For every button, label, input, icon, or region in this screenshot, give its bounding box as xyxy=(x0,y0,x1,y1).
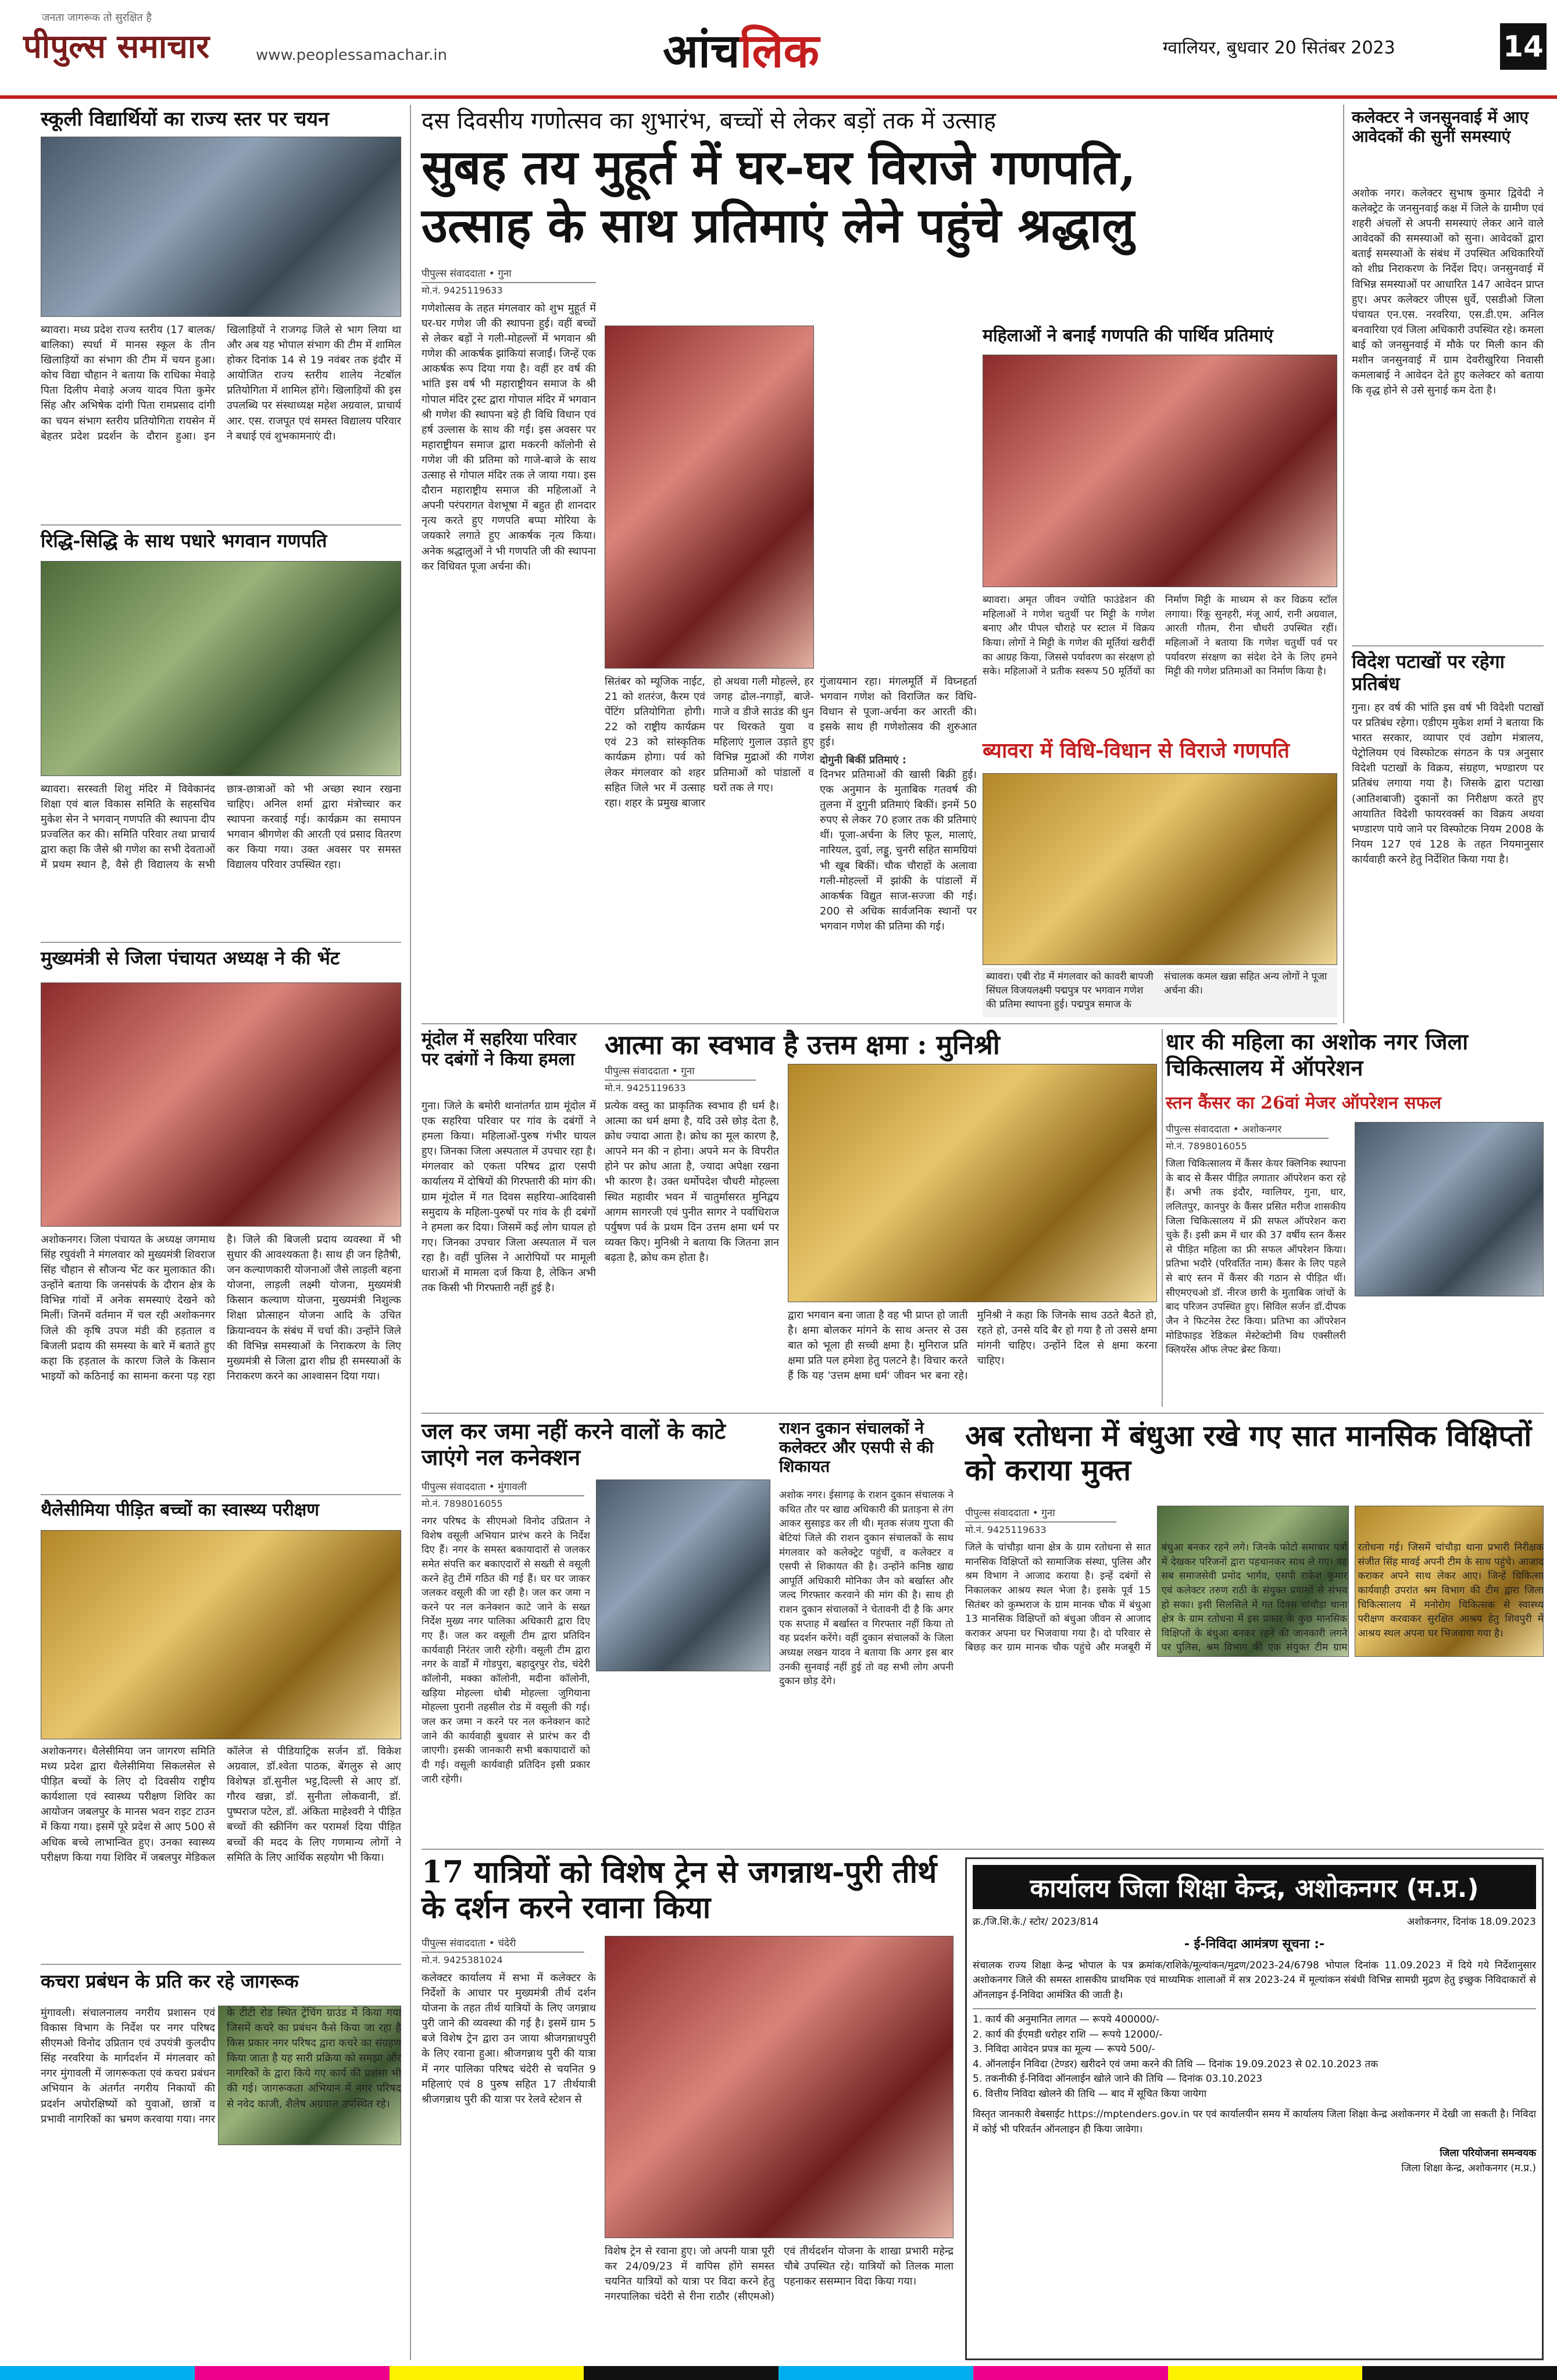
website-url[interactable]: www.peoplessamachar.in xyxy=(256,47,448,64)
section-name-b: लिक xyxy=(740,23,819,78)
s7-headline: ब्यावरा में विधि-विधान से विराजे गणपति xyxy=(983,738,1290,763)
tender-ref: क्र./जि.शि.के./ स्टोर/ 2023/814 xyxy=(973,1916,1099,1928)
r2-body: गुना। हर वर्ष की भांति इस वर्ष भी विदेशी पटाखों पर प्रतिबंध रहेगा। एडीएम मुकेश शर्मा ने बताया कि भारत सरकार, व्यापार एवं उद्योग मंत्रालय, पेट्रोलियम एवं विस्फोटक संगठन के पत्र अनुसार विदेशी पटाखों के विक्रय, संग्रहण, भण्डारण पर प्रतिबंध लगाया गया है। जिसके द्वारा पटाखा (आतिशबाजी) दुकानों का निरीक्षण करते हुए आयातित विदेशी फायरवर्क्स का विक्रय अथवा भण्डारण पाये जाने पर विस्फोटक नियम 2008 के नियम 127 एवं 128 के तहत नियमानुसार कार्यवाही करने हेतु निर्देशित किया गया है। xyxy=(1352,702,1544,866)
s4-body: अशोकनगर। थैलेसीमिया जन जागरण समिति मध्य प्रदेश द्वारा थैलेसीमिया सिकलसेल से पीड़ित बच्चों के लिए दो दिवसीय राष्ट्रीय कार्यशाला एवं स्वास्थ्य परीक्षण शिविर का आयोजन जबलपुर के मानस भवन राइट टाउन में किया गया। इसमें पूरे प्रदेश से आए 500 से अधिक बच्चे लाभान्वित हुए। उनका स्वास्थ्य परीक्षण किया गया शिविर में जबलपुर मेडिकल कॉलेज से पीडियाट्रिक सर्जन डॉ. विकेश अग्रवाल, डॉ.श्वेता पाठक, बेंगलुरु से आए विशेषज्ञ डॉ.सुनील भट्ट,दिल्ली से आए डॉ. गौरव खन्ना, डॉ. सुनीता लोकवानी, डॉ. पुष्पराज पटेल, डॉ. अंकिता माहेश्वरी ने पीड़ित बच्चों की स्क्रीनिंग कर परामर्श दिया पीड़ित बच्चों की मदद के लिए गणमान्य लोगों ने समिति के लिए आर्थिक सहयोग भी किया। xyxy=(41,1745,401,1864)
s2-body: ब्यावरा। सरस्वती शिशु मंदिर में विवेकानंद शिक्षा एवं बाल विकास समिति के सहसचिव मुकेश सेन ने भगवान् गणपति की स्थापना दीप प्रज्वलित कर की। समिति परिवार तथा प्राचार्य द्वारा कहा कि जैसे श्री गणेश का सभी देवताओं में प्रथम स्थान है, वैसे ही विद्यालय के सभी छात्र-छात्राओं को भी अच्छा स्थान रखना चाहिए। अनिल शर्मा द्वारा मंत्रोच्चार कर स्थापना करवाई गई। कार्यक्रम का समापन भगवान श्रीगणेश की आरती एवं प्रसाद वितरण कर किया गया। उक्त अवसर पर समस्त विद्यालय परिवार उपस्थित रहा। xyxy=(41,783,401,871)
column-rule xyxy=(1162,1029,1163,1407)
water-tax-photo xyxy=(596,1480,770,1671)
page-number: 14 xyxy=(1500,23,1547,70)
s4-headline: थैलेसीमिया पीड़ित बच्चों का स्वास्थ्य परीक्षण xyxy=(41,1500,319,1520)
s3-body: अशोकनगर। जिला पंचायत के अध्यक्ष जगमाथ सिंह रघुवंशी ने मंगलवार को मुख्यमंत्री शिवराज सिंह चौहान से सौजन्य भेंट कर मुलाकात की। उन्होंने बताया कि जनसंपर्क के दौरान क्षेत्र के विभिन्न गांवों में अनेक समस्याएं देखने को मिलीं। जिनमें वर्तमान में चल रही अशोकनगर जिले की कृषि उपज मंडी की हड़ताल व बिजली प्रदाय की समस्या के बारे में बताते हुए कहा कि हड़ताल के कारण जिले के किसान भाइयों को कठिनाई का सामना करना पड़ रहा है। जिले की बिजली प्रदाय व्यवस्था में भी सुधार की आवश्यकता है। साथ ही जन हितैषी, जन कल्याणकारी योजनाओं जैसे लाड़ली बहना योजना, लाड़ली लक्ष्मी योजना, मुख्यमंत्री किसान कल्याण योजना, मुख्यमंत्री निशुल्क शिक्षा प्रोत्साहन योजना आदि के उचित क्रियान्वयन के संबंध में चर्चा की। उन्होंने जिले की विभिन्न समस्याओं के निराकरण के लिए मुख्यमंत्री से जिला द्वारा शीघ्र ही समस्याओं के निराकरण करने का आश्वासन दिया गया। xyxy=(41,1234,401,1382)
women-idols-photo xyxy=(983,355,1337,587)
logo-tagline: जनता जागरूक तो सुरक्षित है xyxy=(42,12,152,24)
jain-gathering-photo xyxy=(788,1064,1157,1302)
r1-body: अशोक नगर। कलेक्टर सुभाष कुमार द्विवेदी ने कलेक्ट्रेट के जनसुनवाई कक्ष में जिले के ग्रामीण एवं शहरी अंचलों से अपनी समस्याएं लेकर आने वाले आवेदकों की समस्याओं को सुना। आवेदकों द्वारा बताई समस्याओं के संबंध में उपस्थित अधिकारियों को शीघ्र निराकरण के निर्देश दिए। जनसुनवाई में विभिन्न समस्याओं पर आधारित 147 आवेदन प्राप्त हुए। अपर कलेक्टर जीएस धुर्वे, एसडीओ जिला पंचायत एन.एस. नरवरिया, एस.डी.एम. अनिल बनवारिया एवं जिला अधिकारी उपस्थित रहे। कमला बाई को जनसुनवाई में मौके पर मिली कान की मशीन जनसुनवाई में ग्राम देवरीखुरिया निवासी कमलाबाई ने आवेदन देते हुए कलेक्टर को बताया कि वृद्ध होने से उसे सुनाई कम देता है। xyxy=(1352,187,1544,397)
divider xyxy=(422,1413,1544,1414)
s13-byline: पीपुल्स संवाददाता • गुना xyxy=(965,1506,1116,1523)
lead-byline: पीपुल्स संवाददाता • गुना xyxy=(422,266,596,283)
divider xyxy=(41,524,401,526)
tender-signature-1: जिला परियोजना समन्वयक xyxy=(1440,2147,1536,2159)
s9-body: गुना। जिले के बमोरी थानांतर्गत ग्राम मूंदोल में एक सहरिया परिवार पर गांव के दबंगों ने हमला किया। महिलाओं-पुरुष गंभीर घायल हुए। जिनका जिला अस्पताल में उपचार रहा है। मंगलवार को एकता परिषद द्वारा एसपी कार्यालय में दोषियों की गिरफ्तारी की मांग की। ग्राम मूंदोल में गत दिवस सहरिया-आदिवासी समुदाय के महिला-पुरुषों पर गांव के ही दबंगों ने हमला कर दिया। जिसमें कई लोग घायल हो गए। जिनका उपचार जिला अस्पताल में चल रहा है। वहीं पुलिस ने आरोपियों पर मामूली धाराओं में मामला दर्ज किया है, लेकिन अभी तक किसी भी गिरफ्तारी नहीं हुई है। xyxy=(422,1100,596,1295)
lead-headline-2: उत्साह के साथ प्रतिमाएं लेने पहुंचे श्रद्धालु xyxy=(422,198,1134,253)
lead-mobile: मो.नं. 9425119633 xyxy=(422,285,503,296)
s5-headline: कचरा प्रबंधन के प्रति कर रहे जागरूक xyxy=(41,1970,299,1992)
s6-headline: महिलाओं ने बनाईं गणपति की पार्थिव प्रतिमाएं xyxy=(983,326,1273,346)
s9-headline: मूंदोल में सहरिया परिवार पर दबंगों ने किया हमला xyxy=(422,1029,577,1070)
tender-footer: विस्तृत जानकारी वेबसाईट https://mptenders.gov.in पर एवं कार्यालयीन समय में कार्यालय जिला शिक्षा केन्द्र अशोकनगर में देखी जा सकती है। निविदा में कोई भी परिवर्तन ऑनलाइन ही किया जावेगा। xyxy=(973,2109,1536,2135)
s10-headline: धार की महिला का अशोक नगर जिला चिकित्सालय में ऑपरेशन xyxy=(1166,1028,1469,1081)
s3-headline: मुख्यमंत्री से जिला पंचायत अध्यक्ष ने की भेंट xyxy=(41,947,340,969)
tender-row: 5. तकनीकी ई-निविदा ऑनलाईन खोले जाने की तिथि — दिनांक 03.10.2023 xyxy=(973,2073,1263,2085)
s11-body-cont xyxy=(596,1677,770,1840)
s14-byline: पीपुल्स संवाददाता • चंदेरी xyxy=(422,1936,584,1953)
s2-headline: रिद्धि-सिद्धि के साथ पधारे भगवान गणपति xyxy=(41,530,327,552)
s12-body: अशोक नगर। ईसागढ़ के राशन दुकान संचालक ने कथित तौर पर खाद्य अधिकारी की प्रताड़ना से तंग आकर सुसाइड कर ली थी। मृतक संजय गुप्ता की बेटियां जिले की राशन दुकान संचालकों के साथ मंगलवार को कलेक्ट्रेट पहुंचीं, व कलेक्टर व एसपी से शिकायत की है। उन्होंने कनिष्ठ खाद्य आपूर्ति अधिकारी मोनिका जैन को बर्खास्त और जल्द गिरफ्तार करवाने की मांग की है। साथ ही राशन दुकान संचालकों ने चेतावनी दी है कि अगर एक सप्ताह में बर्खास्त व गिरफ्तार नहीं किया तो वह प्रदर्शन करेंगे। वहीं दुकान संचालकों के जिला अध्यक्ष लखन यादव ने बताया कि अगर इस बार उनकी सुनवाई नहीं हुई तो वह सभी लोग अपनी दुकान छोड़ देंगे। xyxy=(779,1489,954,1688)
section-name-a: आंच xyxy=(663,23,740,78)
s13-headline: अब रतोधना में बंधुआ रखे गए सात मानसिक विक्षिप्तों को कराया मुक्त xyxy=(965,1418,1532,1487)
lead-body-b: सितंबर को म्यूजिक नाईट, 21 को शतरंज, कैरम एवं पेंटिंग प्रतियोगिता होगी। 22 को राष्ट्रीय कार्यक्रम एवं 23 को सांस्कृतिक कार्यक्रम होगा। पर्व को लेकर मंगलवार को शहर सहित जिले भर में उत्साह रहा। शहर के प्रमुख बाजार हो अथवा गली मोहल्ले, हर जगह ढोल-नगाड़ों, बाजे-गाजे व डीजे साउंड की धुन पर थिरकते युवा व महिलाएं गुलाल उड़ाते हुए विभिन्न मुद्राओं की गणेश प्रतिमाओं को पांडालों व घरों तक ले गए। xyxy=(605,676,814,809)
s5-body: मुंगावली। संचालनालय नगरीय प्रशासन एवं विकास विभाग के निर्देश पर नगर परिषद सीएमओ विनोद उप्रितान एवं उपयंत्री कुलदीप सिंह नरवरिया के मार्गदर्शन में मंगलवार को नगर मुंगावली में जागरूकता एवं कचरा प्रबंधन अभियान के अंतर्गत नगरीय निकायों की प्रदर्शन अपोरक्षिष्यों को युवाओं, छात्रों व प्रभावी नागरिकों का भ्रमण करवाया गया। नगर के टीटी रोड स्थित ट्रेंचिंग ग्राउंड में किया गया जिसमें कचरे का प्रबंधन कैसे किया जा रहा है किस प्रकार नगर परिषद द्वारा कचरे का संग्रहण किया जाता है यह सारी प्रक्रिया को समझा और नागरिकों के द्वारा किये गए कार्य की प्रशंसा भी की गई। जागरूकता अभियान में नगर परिषद से नवेद काजी, शैलेष अग्रवाल उपस्थित रहे। xyxy=(41,2007,401,2125)
r2-headline: विदेश पटाखों पर रहेगा प्रतिबंध xyxy=(1352,651,1505,695)
column-rule xyxy=(410,105,411,2360)
s8-body: प्रत्येक वस्तु का प्राकृतिक स्वभाव ही धर्म है। आत्मा का धर्म क्षमा है, यदि उसे छोड़ देता है, क्रोध ज्यादा आता है। क्रोध का मूल कारण है, आपने मन की न होना। अपने मन के विपरीत होने पर क्रोध आता है, ज्यादा अपेक्षा रखना भी कारण है। उक्त धर्मोपदेश चौधरी मोहल्ला स्थित महावीर भवन में चातुर्मासरत मुनिद्वय आगम सागरजी एवं पुनीत सागर ने पर्वाधिराज पर्युषण पर्व के प्रथम दिन उत्तम क्षमा धर्म पर व्यक्त किए। मुनिश्री ने बताया कि जितना ज्ञान बढ़ता है, क्रोध कम होता है। xyxy=(605,1100,779,1264)
s11-headline: जल कर जमा नहीं करने वालों के काटे जाएंगे नल कनेक्शन xyxy=(422,1418,726,1470)
tender-date: अशोकनगर, दिनांक 18.09.2023 xyxy=(1407,1916,1536,1928)
lead-headline-1: सुबह तय मुहूर्त में घर-घर विराजे गणपति, xyxy=(422,140,1136,195)
s11-byline: पीपुल्स संवाददाता • मुंगावली xyxy=(422,1480,584,1496)
r1-headline: कलेक्टर ने जनसुनवाई में आए आवेदकों की सुनीं समस्याएं xyxy=(1352,108,1529,146)
s6-body: ब्यावरा। अमृत जीवन ज्योति फाउंडेशन की महिलाओं ने गणेश चतुर्थी पर मिट्टी के गणेश बनाए और पीपल चौराहे पर स्टाल में विक्रय किया। लोगों ने मिट्टी के गणेश की मूर्तियां खरीदीं का आग्रह किया, जिससे पर्यावरण का संरक्षण हो सके। महिलाओं ने प्रतीक स्वरूप 50 मूर्तियों का निर्माण मिट्टी के माध्यम से कर विक्रय स्टॉल लगाया। रिंकू सुनहरी, मंजू आर्य, रानी अग्रवाल, आरती गौतम, रीना चौधरी उपस्थित रहीं। महिलाओं ने बताया कि गणेश चतुर्थी पर्व पर पर्यावरण संरक्षण का संदेश देने के लिए हमने मिट्टी की गणेश प्रतिमाओं का निर्माण किया है। xyxy=(983,594,1337,678)
divider xyxy=(1352,645,1544,646)
tender-row: 6. वित्तीय निविदा खोलने की तिथि — बाद में सूचित किया जायेगा xyxy=(973,2088,1206,2100)
s11-mobile: मो.नं. 7898016055 xyxy=(422,1498,503,1509)
tender-row: 2. कार्य की ईएमडी धरोहर राशि — रूपये 12000/- xyxy=(973,2028,1163,2040)
divider xyxy=(41,1494,401,1495)
tender-notice xyxy=(965,1857,1544,2360)
pilgrims-photo xyxy=(605,1936,954,2238)
tender-row: 3. निविदा आवेदन प्रपत्र का मूल्य — रूपये 500/- xyxy=(973,2043,1155,2055)
s13-body: जिले के चांचौड़ा थाना क्षेत्र के ग्राम रतोधना से सात मानसिक विक्षिप्तों को सामाजिक संस्था, पुलिस और श्रम विभाग ने आजाद कराया है। इन्हें दबंगों से निकालकर आश्रय स्थल भेजा है। इसके पूर्व 15 सितंबर को कुम्भराज के ग्राम मानक चौक में बंधुआ 13 मानसिक विक्षिप्तों को बंधुआ जीवन से आजाद कराकर अपना घर भिजवाया गया है। दो परिवार से बिछड़ कर ग्राम मानक चौक पहुंचे और मजबूरी में बंधुआ बनकर रहने लगे। जिनके फोटो समाचार पत्रों में देखकर परिजनों द्वारा पहचानकर साथ ले गए। वह सब समाजसेवी प्रमोद भार्गव, एसपी राकेश कुमार एवं कलेक्टर तरुण राठी के संयुक्त प्रयासों से संभव हो सका। इसी सिलसिले में गत दिवस चांचौड़ा थाना क्षेत्र के ग्राम रतोधना में इस प्रकार के कुछ मानसिक विक्षिप्तों के बंधुआ बनकर रहने की जानकारी लगने पर पुलिस, श्रम विभाग की एक संयुक्त टीम ग्राम रतोधना गई। जिसमें चांचौड़ा थाना प्रभारी निरीक्षक संजीत सिंह मावई अपनी टीम के साथ पहुंचे। आजाद कराकर अपने साथ लेकर आए। जिन्हें चिकित्सा कार्यवाही उपरांत श्रम विभाग की टीम द्वारा जिला चिकित्सालय में मनोरोग चिकित्सक से स्वास्थ्य परीक्षण करवाकर सुरक्षित आश्रय हेतु शिवपुरी में आश्रय स्थल अपना घर भिजवाया गया है। xyxy=(965,1542,1544,1654)
thalassemia-camp-photo xyxy=(41,1530,401,1739)
tender-row: 1. कार्य की अनुमानित लागत — रूपये 400000/- xyxy=(973,2014,1160,2025)
lead-body-c: गुंजायमान रहा। मंगलमूर्ति में विघ्नहर्ता भगवान गणेश को विराजित कर विधि-विधान से पूजा-अर्चना कर आरती की। इसके साथ ही गणेशोत्सव की शुरुआत हुई। xyxy=(820,676,977,749)
operation-theatre-photo xyxy=(1355,1122,1544,1296)
s14-caption: विशेष ट्रेन से रवाना हुए। जो अपनी यात्रा पूरी कर 24/09/23 में वापिस होंगे समस्त चयनित यात्रियों को यात्रा पर विदा करने हेतु नगरपालिका चंदेरी से रीना राठौर (सीएमओ) एवं तीर्थदर्शन योजना के शाखा प्रभारी महेन्द्र चौबे उपस्थित रहे। यात्रियों को तिलक माला पहनाकर ससम्मान विदा किया गया। xyxy=(605,2245,954,2303)
ganpati-stage-photo xyxy=(983,773,1337,965)
ganesh-idol-procession-photo xyxy=(605,326,814,669)
s8-mobile: मो.नं. 9425119633 xyxy=(605,1082,686,1093)
lead-kicker: दस दिवसीय गणोत्सव का शुभारंभ, बच्चों से लेकर बड़ों तक में उत्साह xyxy=(422,108,997,134)
s8-body-2: द्वारा भगवान बना जाता है वह भी प्राप्त हो जाती है। क्षमा बोलकर मांगने के साथ अन्तर से उस बात को भूला ही सच्ची क्षमा है। मुनिराज प्रति क्षमा प्रति पल हमेशा हेतु पलटने है। विचार करते हैं कि यह 'उत्तम क्षमा धर्म' जीवन भर बना रहे। मुनिश्री ने कहा कि जिनके साथ उठते बैठते हो, रहते हो, उनसे यदि बैर हो गया है तो उससे क्षमा मांगनी चाहिए। उन्होंने दिल से क्षमा करना चाहिए। xyxy=(788,1309,1157,1382)
print-color-bar xyxy=(0,2366,1557,2380)
divider xyxy=(422,1849,1544,1850)
cm-meeting-photo xyxy=(41,982,401,1227)
divider xyxy=(41,942,401,943)
s11-body: नगर परिषद के सीएमओ विनोद उप्रितान ने विशेष वसूली अभियान प्रारंभ करने के निर्देश दिए हैं। नगर के समस्त बकायादारों से जलकर समेत संपत्ति कर बकाएदारों से सख्ती से वसूली करने हेतु टीमें गठित की गई हैं। घर घर जाकर जलकर वसूली की जा रही है। जल कर जमा न करने पर नल कनेक्शन काटे जाने के सख्त निर्देश मुख्य नगर पालिका अधिकारी द्वारा दिए गए हैं। जल कर वसूली टीम द्वारा प्रतिदिन कार्यवाही निरंतर जारी रहेगी। वसूली टीम द्वारा नगर के वार्डों में गोडपुरा, बहादुरपुर रोड, चंदेरी कॉलोनी, मक्का कॉलोनी, मदीना कॉलोनी, खड़िया मोहल्ला धोबी मोहल्ला जुगियाना मोहल्ला पुरानी तहसील रोड में वसूली की गई। जल कर जमा न करने पर नल कनेक्शन काटे जाने की कार्यवाही बुधवार से प्रारंभ कर दी जाएगी। इसकी जानकारी सभी बकायादारों को दी गई। वसूली कार्यवाही प्रतिदिन इसी प्रकार जारी रहेगी। xyxy=(422,1516,590,1785)
ganpati-school-photo xyxy=(41,561,401,776)
s14-body: कलेक्टर कार्यालय में सभा में कलेक्टर के निर्देशों के आधार पर मुख्यमंत्री तीर्थ दर्शन योजना के तहत तीर्थ यात्रियों के लिए जगन्नाथ पुरी जाने की व्यवस्था की गई है। इसमें ग्राम 5 बजे विशेष ट्रेन द्वारा उन जाया श्रीजगन्नाथपुरी के लिए रवाना हुआ। श्रीजगन्नाथ पुरी की यात्रा में नगर पालिका परिषद चंदेरी से चयनित 9 महिलाएं एवं 8 पुरुष सहित 17 तीर्थयात्री श्रीजगन्नाथ पुरी की यात्रा पर रेलवे स्टेशन से xyxy=(422,1972,596,2106)
s10-deck: स्तन कैंसर का 26वां मेजर ऑपरेशन सफल xyxy=(1166,1093,1441,1113)
s14-headline: 17 यात्रियों को विशेष ट्रेन से जगन्नाथ-पुरी तीर्थ के दर्शन करने रवाना किया xyxy=(422,1854,937,1926)
s14-mobile: मो.नं. 9425381024 xyxy=(422,1954,503,1966)
s10-mobile: मो.नं. 7898016055 xyxy=(1166,1141,1247,1152)
s8-headline: आत्मा का स्वभाव है उत्तम क्षमा : मुनिश्री xyxy=(605,1029,1000,1060)
dateline: ग्वालियर, बुधवार 20 सितंबर 2023 xyxy=(1163,38,1395,58)
divider xyxy=(41,1964,401,1965)
s12-headline: राशन दुकान संचालकों ने कलेक्टर और एसपी से की शिकायत xyxy=(779,1418,934,1477)
s1-body: ब्यावरा। मध्य प्रदेश राज्य स्तरीय (17 बालक/बालिका) स्पर्धा में मानस स्कूल के तीन खिलाड़ियों का संभाग की टीम में चयन हुआ। कोच विद्या चौहान ने बताया कि राधिका मेवाड़े पिता दिलीप मेवाड़े अजय यादव पिता कुमेर सिंह और अभिषेक दांगी पिता रामप्रसाद दांगी का चयन संभाग स्तरीय प्रतियोगिता रायसेन में बेहतर प्रदेश प्रदर्शन के दौरान हुआ। इन खिलाड़ियों ने राजगढ़ जिले से भाग लिया था और अब यह भोपाल संभाग की टीम में शामिल होकर दिनांक 14 से 19 नवंबर तक इंदौर में आयोजित राज्य स्तरीय शालेय नेटबॉल प्रतियोगिता में शामिल होंगे। खिलाड़ियों की इस उपलब्धि पर संस्थाध्यक्ष महेश अग्रवाल, प्राचार्य आर. एस. राजपूत एवं समस्त विद्यालय परिवार ने बधाई एवं शुभकामनाएं दी। xyxy=(41,324,401,442)
s13-mobile: मो.नं. 9425119633 xyxy=(965,1524,1047,1535)
students-photo xyxy=(41,137,401,317)
tender-notice-title: - ई-निविदा आमंत्रण सूचना :- xyxy=(1184,1936,1325,1952)
section-name xyxy=(663,17,819,81)
lead-subhead: दोगुनी बिकीं प्रतिमाएं : xyxy=(820,754,906,766)
s10-body: जिला चिकित्सालय में कैंसर केयर क्लिनिक स्थापना के बाद से कैंसर पीड़ित लगातार ऑपरेशन करा रहे हैं। अभी तक इंदौर, ग्वालियर, गुना, धार, ललितपुर, कानपुर के कैंसर प्रसित मरीज शासकीय जिला चिकित्सालय में फ्री सफल ऑपरेशन करा चुके हैं। इसी क्रम में धार की 37 वर्षीय स्तन कैंसर से पीड़ित महिला का फ्री सफल ऑपरेशन किया। प्रतिभा भदौरे (परिवर्तित नाम) कैंसर के लिए पहले से बाएं स्तन में कैंसर की गठान से पीड़ित थीं। सीएमएचओ डॉ. नीरज छारी के मुताबिक जांचों के बाद परिजन उपस्थित हुए। सिविल सर्जन डॉ.दीपक जैन ने फिटनेस टेस्ट किया। प्रतिभा का ऑपरेशन मोडिफाइड रेडिकल मेस्टेक्टोमी विथ एक्सीलरी क्लियरेंस ऑफ लेफ्ट ब्रेस्ट किया। xyxy=(1166,1158,1346,1356)
tender-title: कार्यालय जिला शिक्षा केन्द्र, अशोकनगर (म.प्र.) xyxy=(973,1865,1536,1909)
divider xyxy=(422,1023,1337,1024)
tender-signature-2: जिला शिक्षा केन्द्र, अशोकनगर (म.प्र.) xyxy=(1401,2162,1536,2174)
s7-caption: ब्यावरा। एबी रोड में मंगलवार को कावरी बापजी सिंघल विजयलक्ष्मी पद्मपुत्र पर भगवान गणेश की प्रतिमा स्थापना हुई। पद्मपुत्र समाज के संचालक कमल खन्ना सहित अन्य लोगों ने पूजा अर्चना की। xyxy=(983,968,1337,1017)
tender-row: 4. ऑनलाईन निविदा (टेण्डर) खरीदने एवं जमा करने की तिथि — दिनांक 19.09.2023 से 02.10.2023 तक xyxy=(973,2058,1379,2070)
s1-headline: स्कूली विद्यार्थियों का राज्य स्तर पर चयन xyxy=(41,108,329,131)
s8-byline: पीपुल्स संवाददाता • गुना xyxy=(605,1064,756,1081)
s10-byline: पीपुल्स संवाददाता • अशोकनगर xyxy=(1166,1122,1329,1139)
lead-body-c2: दिनभर प्रतिमाओं की खासी बिक्री हुई। एक अनुमान के मुताबिक गतवर्ष की तुलना में दुगुनी प्रतिमाएं बिकीं। इनमें 50 रुपए से लेकर 70 हजार तक की प्रतिमाएं थीं। पूजा-अर्चना के लिए फूल, मालाएं, नारियल, दुर्वा, लड्डू, चुनरी सहित सामग्रियां भी खूब बिकीं। चौक चौराहों के अलावा गली-मोहल्लों में झांकी के पांडालों में आकर्षक विद्युत साज-सज्जा की गई। 200 से अधिक सार्वजनिक स्थानों पर भगवान गणेश की प्रतिमा की गई। xyxy=(820,769,977,932)
tender-intro: संचालक राज्य शिक्षा केन्द्र भोपाल के पत्र क्रमांक/राशिके/मूल्यांकन/मुद्रण/2023-24/6798 भोपाल दिनांक 11.09.2023 में दिये गये निर्देशानुसार अशोकनगर जिले की समस्त शासकीय प्राथमिक एवं माध्यमिक शालाओं में सत्र 2023-24 में मूल्यांकन संबंधी विभिन्न सामग्री मुद्रण हेतु इच्छुक निविदाकारों से ऑनलाइन ई-निविदा आमंत्रित की जाती है। xyxy=(973,1959,1536,2001)
column-rule xyxy=(1343,105,1344,1023)
lead-body-a: गणेशोत्सव के तहत मंगलवार को शुभ मुहूर्त में घर-घर गणेश जी की स्थापना हुई। वहीं बच्चों से लेकर बड़ों ने गली-मोहल्लों में भगवान श्री गणेश की आकर्षक झांकियां सजाईं। जिन्हें एक आकर्षक रूप दिया गया है। वहीं हर वर्ष की भांति इस वर्ष भी महाराष्ट्रीयन समाज के श्री गोपाल मंदिर ट्रस्ट द्वारा गोपाल मंदिर में भगवान श्री गणेश की स्थापना बड़े ही विधि विधान एवं हर्ष उल्लास के साथ की गई। इस अवसर पर महाराष्ट्रीयन समाज द्वारा मकरनी कॉलोनी से गणेश जी की प्रतिमा को गाजे-बाजे के साथ उत्साह से गोपाल मंदिर तक ले जाया गया। इस दौरान महाराष्ट्रीय समाज की महिलाओं ने अपनी परंपरागत वेशभूषा में बहुत ही शानदार नृत्य करते हुए गणपति बप्पा मोरिया के जयकारे लगाते हुए आकर्षक नृत्य किया। अनेक श्रद्धालुओं ने भी गणपति जी की स्थापना कर विधिवत पूजा अर्चना की। xyxy=(422,302,596,573)
newspaper-logo: पीपुल्स समाचार xyxy=(23,27,210,66)
